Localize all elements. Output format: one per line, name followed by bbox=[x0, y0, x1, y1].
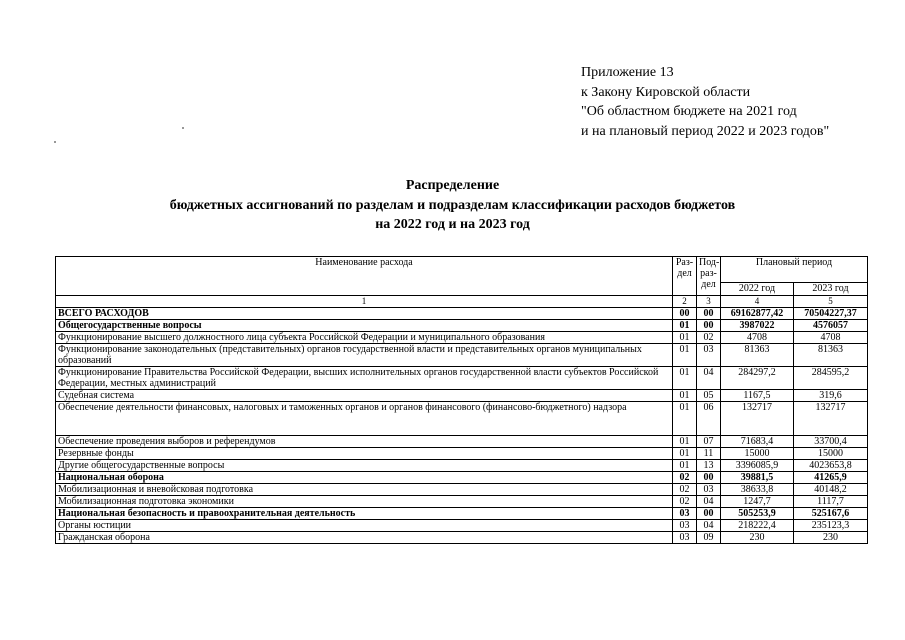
table-row bbox=[56, 402, 868, 436]
title-line-2: бюджетных ассигнований по разделам и подразделам классификации расходов бюджетов bbox=[169, 197, 736, 213]
column-number: 3 bbox=[697, 296, 721, 308]
row-name: Функционирование высшего должностного лица субъекта Российской Федерации и муниципального образования bbox=[56, 332, 673, 344]
row-section: 01 bbox=[673, 332, 697, 344]
header-section: Раз-дел bbox=[673, 257, 697, 296]
column-number: 2 bbox=[673, 296, 697, 308]
row-name: Судебная система bbox=[56, 390, 673, 402]
row-amount-2022: 505253,9 bbox=[721, 508, 794, 520]
table-row bbox=[56, 332, 868, 344]
column-number: 5 bbox=[794, 296, 868, 308]
row-name: Национальная безопасность и правоохранительная деятельность bbox=[56, 508, 673, 520]
row-amount-2022: 218222,4 bbox=[721, 520, 794, 532]
table-row bbox=[56, 390, 868, 402]
row-section: 01 bbox=[673, 460, 697, 472]
column-number: 1 bbox=[56, 296, 673, 308]
row-amount-2022: 81363 bbox=[721, 344, 794, 367]
appendix-header bbox=[581, 63, 829, 141]
row-name: Мобилизационная и вневойсковая подготовка bbox=[56, 484, 673, 496]
row-amount-2022: 15000 bbox=[721, 448, 794, 460]
scan-speck bbox=[182, 127, 184, 129]
header-name: Наименование расхода bbox=[56, 257, 673, 296]
row-section: 01 bbox=[673, 402, 697, 436]
row-amount-2023: 4576057 bbox=[794, 320, 868, 332]
row-amount-2023: 235123,3 bbox=[794, 520, 868, 532]
table-row bbox=[56, 344, 868, 367]
row-amount-2023: 81363 bbox=[794, 344, 868, 367]
table-row bbox=[56, 448, 868, 460]
row-amount-2022: 3396085,9 bbox=[721, 460, 794, 472]
table-row bbox=[56, 308, 868, 320]
scan-speck bbox=[54, 141, 56, 143]
appendix-line: и на плановый период 2022 и 2023 годов" bbox=[581, 123, 830, 139]
row-amount-2023: 4708 bbox=[794, 332, 868, 344]
row-amount-2023: 4023653,8 bbox=[794, 460, 868, 472]
row-amount-2023: 1117,7 bbox=[794, 496, 868, 508]
row-subsection: 04 bbox=[697, 367, 721, 390]
row-amount-2022: 39881,5 bbox=[721, 472, 794, 484]
row-section: 01 bbox=[673, 448, 697, 460]
row-subsection: 04 bbox=[697, 520, 721, 532]
appendix-line: Приложение 13 bbox=[581, 65, 674, 80]
row-amount-2023: 132717 bbox=[794, 402, 868, 436]
budget-table bbox=[55, 256, 868, 544]
row-name: Функционирование законодательных (представительных) органов государственной власти и представительных органов муниципальных образований bbox=[56, 344, 673, 367]
table-row bbox=[56, 367, 868, 390]
table-row bbox=[56, 532, 868, 544]
row-amount-2022: 1247,7 bbox=[721, 496, 794, 508]
row-subsection: 13 bbox=[697, 460, 721, 472]
row-section: 01 bbox=[673, 367, 697, 390]
row-amount-2022: 4708 bbox=[721, 332, 794, 344]
row-amount-2022: 71683,4 bbox=[721, 436, 794, 448]
header-subsection: Под-раз-дел bbox=[697, 257, 721, 296]
row-amount-2023: 230 bbox=[794, 532, 868, 544]
table-row bbox=[56, 484, 868, 496]
row-name: ВСЕГО РАСХОДОВ bbox=[56, 308, 673, 320]
row-section: 01 bbox=[673, 436, 697, 448]
row-subsection: 02 bbox=[697, 332, 721, 344]
row-name: Функционирование Правительства Российской Федерации, высших исполнительных органов государственной власти субъектов Российской Федерации, местных администраций bbox=[56, 367, 673, 390]
row-amount-2022: 132717 bbox=[721, 402, 794, 436]
column-number: 4 bbox=[721, 296, 794, 308]
row-subsection: 00 bbox=[697, 508, 721, 520]
row-section: 02 bbox=[673, 472, 697, 484]
row-section: 02 bbox=[673, 484, 697, 496]
row-subsection: 11 bbox=[697, 448, 721, 460]
header-plan-period: Плановый период bbox=[721, 257, 868, 283]
row-section: 02 bbox=[673, 496, 697, 508]
table-row bbox=[56, 320, 868, 332]
row-name: Общегосударственные вопросы bbox=[56, 320, 673, 332]
appendix-line: "Об областном бюджете на 2021 год bbox=[581, 104, 797, 119]
row-amount-2023: 70504227,37 bbox=[794, 308, 868, 320]
row-subsection: 09 bbox=[697, 532, 721, 544]
row-section: 03 bbox=[673, 532, 697, 544]
row-subsection: 00 bbox=[697, 472, 721, 484]
row-amount-2022: 38633,8 bbox=[721, 484, 794, 496]
table-row bbox=[56, 496, 868, 508]
row-subsection: 03 bbox=[697, 484, 721, 496]
row-name: Обеспечение проведения выборов и референдумов bbox=[56, 436, 673, 448]
row-amount-2023: 284595,2 bbox=[794, 367, 868, 390]
row-amount-2023: 40148,2 bbox=[794, 484, 868, 496]
row-subsection: 04 bbox=[697, 496, 721, 508]
row-amount-2023: 525167,6 bbox=[794, 508, 868, 520]
row-section: 03 bbox=[673, 520, 697, 532]
row-name: Гражданская оборона bbox=[56, 532, 673, 544]
row-section: 03 bbox=[673, 508, 697, 520]
row-subsection: 07 bbox=[697, 436, 721, 448]
row-subsection: 03 bbox=[697, 344, 721, 367]
row-amount-2023: 33700,4 bbox=[794, 436, 868, 448]
title-line-1: Распределение bbox=[405, 178, 500, 193]
row-subsection: 05 bbox=[697, 390, 721, 402]
table-row bbox=[56, 460, 868, 472]
row-name: Национальная оборона bbox=[56, 472, 673, 484]
header-year-2023: 2023 год bbox=[794, 283, 868, 296]
row-section: 00 bbox=[673, 308, 697, 320]
table-row bbox=[56, 520, 868, 532]
row-section: 01 bbox=[673, 390, 697, 402]
row-name: Другие общегосударственные вопросы bbox=[56, 460, 673, 472]
row-amount-2023: 41265,9 bbox=[794, 472, 868, 484]
row-section: 01 bbox=[673, 344, 697, 367]
header-year-2022: 2022 год bbox=[721, 283, 794, 296]
column-number-row bbox=[56, 296, 868, 308]
table-row bbox=[56, 508, 868, 520]
row-section: 01 bbox=[673, 320, 697, 332]
table-body bbox=[56, 308, 868, 544]
appendix-line: к Закону Кировской области bbox=[581, 84, 751, 100]
row-name: Обеспечение деятельности финансовых, налоговых и таможенных органов и органов финансового (финансово-бюджетного) надзора bbox=[56, 402, 673, 436]
row-amount-2022: 284297,2 bbox=[721, 367, 794, 390]
row-name: Органы юстиции bbox=[56, 520, 673, 532]
row-subsection: 06 bbox=[697, 402, 721, 436]
row-amount-2022: 1167,5 bbox=[721, 390, 794, 402]
row-name: Мобилизационная подготовка экономики bbox=[56, 496, 673, 508]
row-amount-2022: 3987022 bbox=[721, 320, 794, 332]
row-amount-2022: 230 bbox=[721, 532, 794, 544]
row-amount-2023: 319,6 bbox=[794, 390, 868, 402]
row-amount-2022: 69162877,42 bbox=[721, 308, 794, 320]
title-line-3: на 2022 год и на 2023 год bbox=[375, 217, 530, 232]
table-row bbox=[56, 472, 868, 484]
row-name: Резервные фонды bbox=[56, 448, 673, 460]
table-row bbox=[56, 436, 868, 448]
document-title bbox=[0, 176, 905, 235]
row-subsection: 00 bbox=[697, 320, 721, 332]
row-subsection: 00 bbox=[697, 308, 721, 320]
row-amount-2023: 15000 bbox=[794, 448, 868, 460]
